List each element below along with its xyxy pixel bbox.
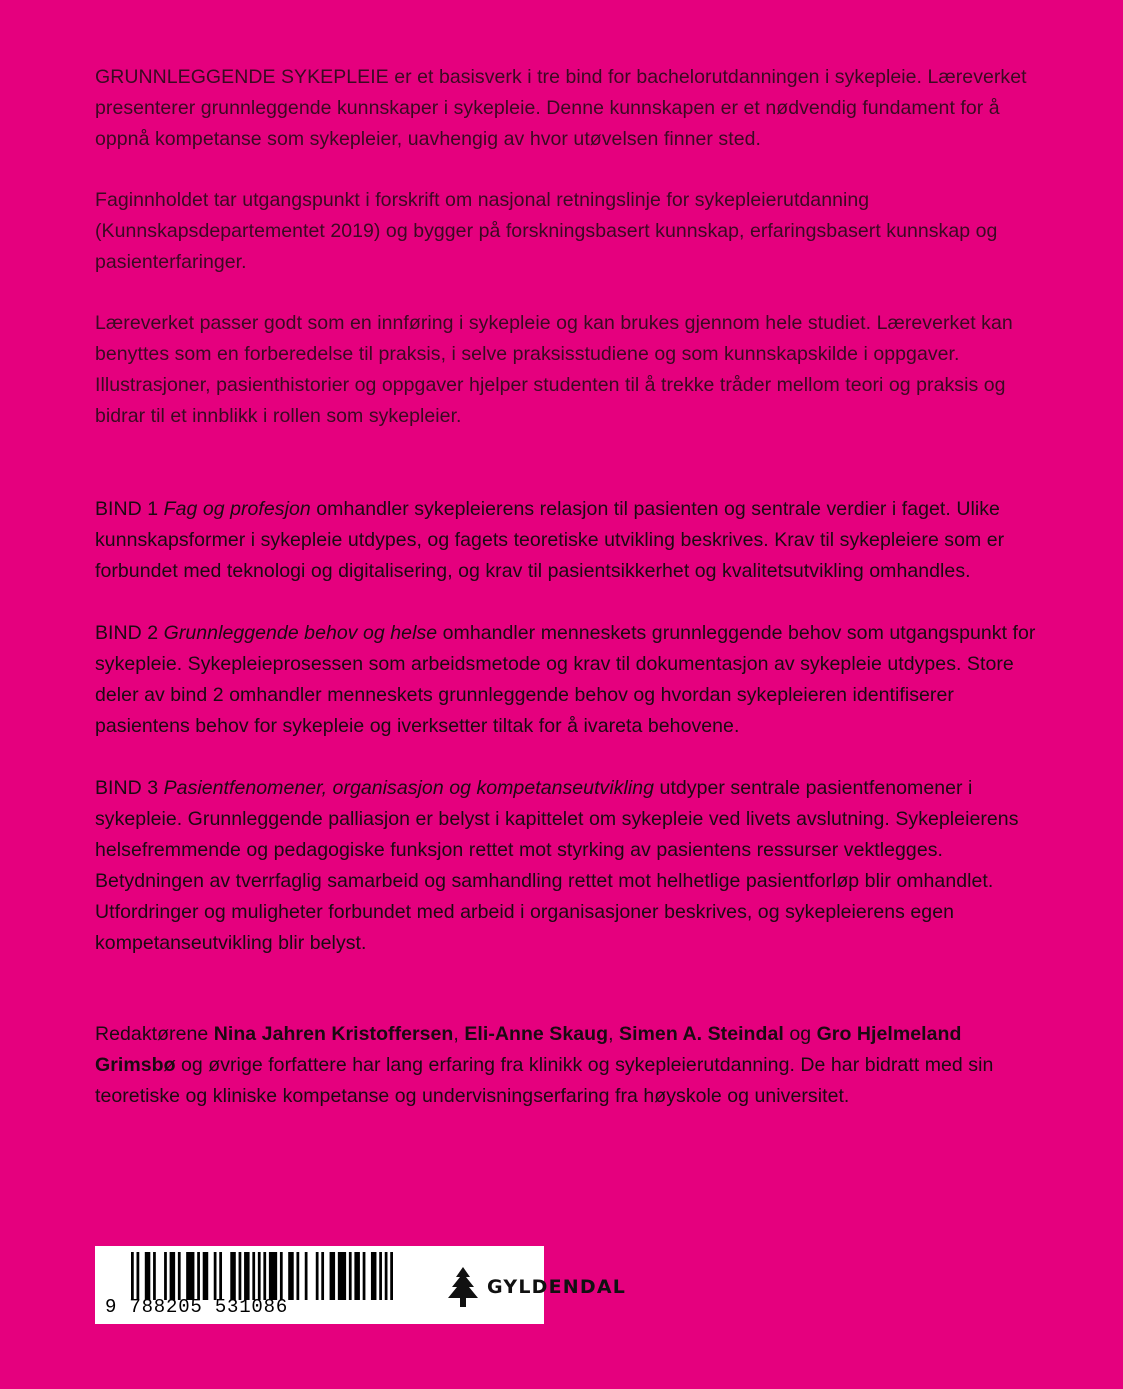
- barcode-bar: [137, 1252, 140, 1300]
- barcode-bar: [385, 1252, 388, 1300]
- volume-2-title: Grunnleggende behov og helse: [163, 622, 438, 644]
- volume-1-title: Fag og profesjon: [163, 498, 311, 520]
- barcode-bar: [321, 1252, 324, 1300]
- author-name: Simen A. Steindal: [619, 1023, 784, 1045]
- intro-paragraph-3: Læreverket passer godt som en innføring i sykepleie og kan brukes gjennom hele studiet. Læreverket kan benyttes som en forberedelse til praksis, i selve praksisstudiene og som kunnskapskilde i oppgaver. Illustrasjoner, pasienthistorier og oppgaver hjelper studenten til å trekke tråder mellom teori og praksis og bidrar til et innblikk i rollen som sykepleier.: [95, 312, 1013, 427]
- volume-3-paragraph: BIND 3 Pasientfenomener, organisasjon og kompetanseutvikling utdyper sentrale pasientfenomener i sykepleie. Grunnleggende palliasjon er belyst i kapittelet om sykepleie ved livets avslutning. Sykepleierens helsefremmende og pedagogiske funksjon rettet mot styrking av pasientens ressurser vektlegges. Betydningen av tverrfaglig samarbeid og samhandling rettet mot helhetlige pasientforløp blir omhandlet. Utfordringer og muligheter forbundet med arbeid i organisasjoner beskrives, og sykepleierens egen kompetanseutvikling blir belyst.: [95, 777, 1019, 954]
- barcode-bar: [349, 1252, 352, 1300]
- barcode-bar: [305, 1252, 308, 1300]
- barcode-bar: [131, 1252, 134, 1300]
- barcode-bar: [363, 1252, 366, 1300]
- barcode-bar: [170, 1252, 176, 1300]
- barcode-bar: [178, 1252, 181, 1300]
- author-name: Gro Hjelmeland Grimsbø: [95, 1023, 962, 1076]
- author-name: Eli-Anne Skaug: [464, 1023, 609, 1045]
- barcode-bar: [330, 1252, 336, 1300]
- barcode-bar: [203, 1252, 209, 1300]
- barcode-bar: [214, 1252, 217, 1300]
- barcode-bar: [269, 1252, 277, 1300]
- intro-paragraph-2: Faginnholdet tar utgangspunkt i forskrift om nasjonal retningslinje for sykepleierutdanning (Kunnskapsdepartementet 2019) og bygger på forskningsbasert kunnskap, erfaringsbasert kunnskap og pasienterfaringer.: [95, 189, 998, 273]
- barcode-bar: [371, 1252, 377, 1300]
- barcode-bar: [390, 1252, 393, 1300]
- barcode-bar: [145, 1252, 151, 1300]
- barcode-bar: [280, 1252, 283, 1300]
- barcode-panel: [95, 1246, 627, 1324]
- barcode-bar: [288, 1252, 294, 1300]
- barcode-bar: [252, 1252, 255, 1300]
- barcode: [131, 1252, 393, 1300]
- isbn-number: 9 788205 531086: [105, 1296, 289, 1318]
- intro-paragraph-1: GRUNNLEGGENDE SYKEPLEIE er et basisverk i tre bind for bachelorutdanningen i sykepleie. Læreverket presenterer grunnleggende kunnskaper i sykepleie. Denne kunnskapen er et nødvendig fundament for å oppnå kompetanse som sykepleier, uavhengig av hvor utøvelsen finner sted.: [95, 66, 1027, 150]
- barcode-bar: [379, 1252, 382, 1300]
- tree-icon: [445, 1266, 481, 1308]
- barcode-bar: [258, 1252, 261, 1300]
- series-title: GRUNNLEGGENDE SYKEPLEIE: [95, 66, 389, 88]
- back-cover-text: [95, 62, 1040, 1112]
- barcode-bar: [230, 1252, 236, 1300]
- authors-paragraph: Redaktørene Nina Jahren Kristoffersen, Eli-Anne Skaug, Simen A. Steindal og Gro Hjelmeland Grimsbø og øvrige forfattere har lang erfaring fra klinikk og sykepleierutdanning. De har bidratt med sin teoretiske og kliniske kompetanse og undervisningserfaring fra høyskole og universitet.: [95, 1023, 994, 1107]
- barcode-bar: [354, 1252, 360, 1300]
- volume-3-title: Pasientfenomener, organisasjon og kompetanseutvikling: [163, 777, 655, 799]
- publisher-name: GYLDENDAL: [487, 1276, 627, 1298]
- author-name: Nina Jahren Kristoffersen: [213, 1023, 454, 1045]
- barcode-bar: [186, 1252, 194, 1300]
- barcode-bar: [164, 1252, 167, 1300]
- barcode-bar: [153, 1252, 156, 1300]
- barcode-bar: [244, 1252, 250, 1300]
- barcode-bar: [239, 1252, 242, 1300]
- barcode-bar: [197, 1252, 200, 1300]
- barcode-bar: [219, 1252, 222, 1300]
- barcode-bar: [338, 1252, 346, 1300]
- volume-2-paragraph: BIND 2 Grunnleggende behov og helse omhandler menneskets grunnleggende behov som utgangspunkt for sykepleie. Sykepleieprosessen som arbeidsmetode og krav til dokumentasjon av sykepleie utdypes. Store deler av bind 2 omhandler menneskets grunnleggende behov og hvordan sykepleieren identifiserer pasientens behov for sykepleie og iverksetter tiltak for å ivareta behovene.: [95, 622, 1036, 737]
- barcode-bar: [263, 1252, 266, 1300]
- volume-1-paragraph: BIND 1 Fag og profesjon omhandler sykepleierens relasjon til pasienten og sentrale verdier i faget. Ulike kunnskapsformer i sykepleie utdypes, og fagets teoretiske utvikling beskrives. Krav til sykepleiere som er forbundet med teknologi og digitalisering, og krav til pasientsikkerhet og kvalitetsutvikling omhandles.: [95, 498, 1005, 582]
- barcode-bar: [316, 1252, 319, 1300]
- barcode-bar: [296, 1252, 299, 1300]
